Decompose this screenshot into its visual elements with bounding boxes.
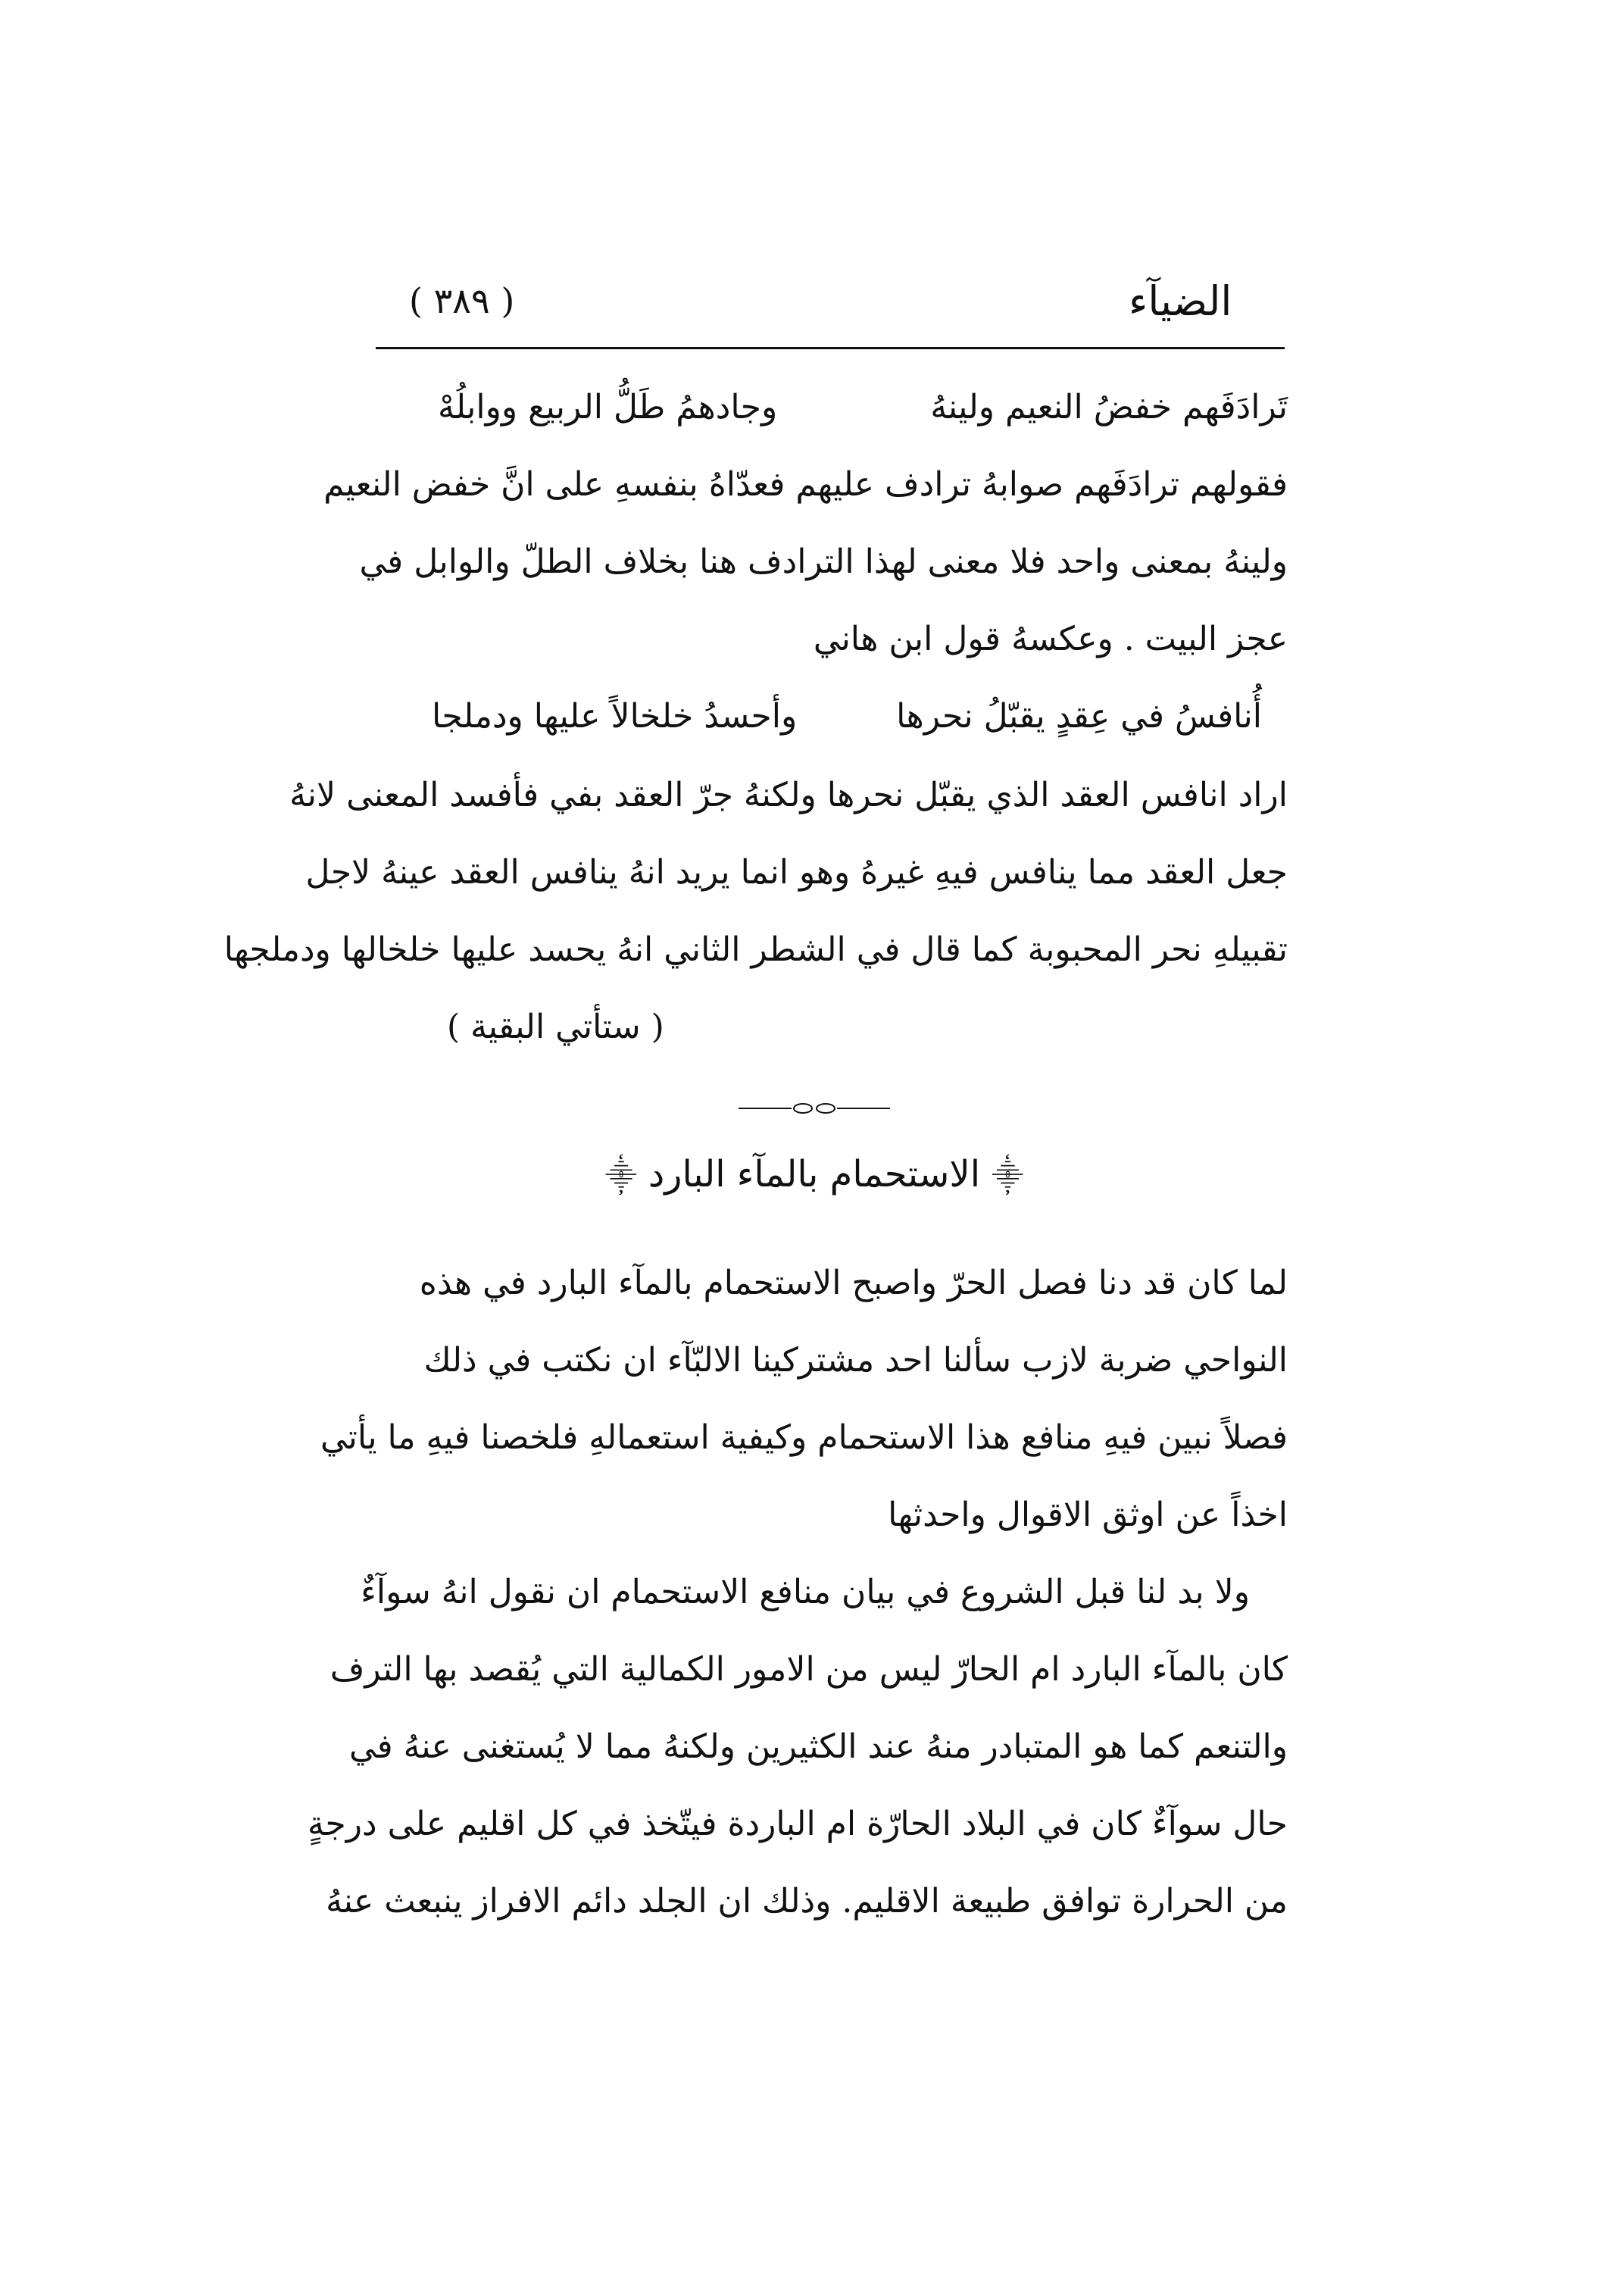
section-heading xyxy=(591,1153,1038,1206)
paragraph-1-line: عجز البيت . وعكسهُ قول ابن هاني xyxy=(813,620,1288,658)
paragraph-1-line: فقولهم ترادَفَهم صوابهُ ترادف عليهم فعدّاهُ بنفسهِ على انَّ خفض النعيم xyxy=(323,465,1288,504)
paragraph-4-line: حال سوآءٌ كان في البلاد الحارّة ام الباردة فيتّخذ في كل اقليم على درجةٍ xyxy=(307,1805,1288,1843)
continued-note: ( ستأتي البقية ) xyxy=(447,1008,664,1046)
page-header xyxy=(371,277,1288,333)
section-title: الاستحمام بالمآء البارد xyxy=(648,1153,981,1196)
verse-1-left-hemistich: وجادهمُ طَلُّ الربيع ووابلُهْ xyxy=(438,388,778,427)
flourish-divider-icon xyxy=(739,1097,890,1120)
verse-1-right-hemistich: تَرادَفَهم خفضُ النعيم ولينهُ xyxy=(930,388,1288,427)
paragraph-3-line: اخذاً عن اوثق الاقوال واحدثها xyxy=(888,1496,1288,1534)
paragraph-2-line: جعل العقد مما ينافس فيهِ غيرهُ وهو انما يريد انهُ ينافس العقد عينهُ لاجل xyxy=(305,853,1288,892)
paragraph-3-line: النواحي ضربة لازب سألنا احد مشتركينا الالبّآء ان نكتب في ذلك xyxy=(423,1341,1288,1380)
ornament-left-icon: ⸎ xyxy=(604,1159,637,1194)
paragraph-1-line: ولينهُ بمعنى واحد فلا معنى لهذا الترادف هنا بخلاف الطلّ والوابل في xyxy=(359,542,1288,581)
paragraph-4-line: من الحرارة توافق طبيعة الاقليم. وذلك ان الجلد دائم الافراز ينبعث عنهُ xyxy=(326,1882,1288,1921)
journal-title: الضيآء xyxy=(1129,277,1232,325)
paragraph-4-line: كان بالمآء البارد ام الحارّ ليس من الامور الكمالية التي يُقصد بها الترف xyxy=(329,1650,1288,1689)
paragraph-4-line: والتنعم كما هو المتبادر منهُ عند الكثيرين ولكنهُ مما لا يُستغنى عنهُ في xyxy=(348,1727,1288,1766)
page-number: ( ٣٨٩ ) xyxy=(409,280,515,321)
paragraph-3-line: فصلاً نبين فيهِ منافع هذا الاستحمام وكيفية استعمالهِ فلخصنا فيهِ ما يأتي xyxy=(320,1418,1288,1457)
paragraph-2-line: تقبيلهِ نحر المحبوبة كما قال في الشطر الثاني انهُ يحسد عليها خلخالها ودملجها xyxy=(223,930,1288,969)
paragraph-2-line: اراد انافس العقد الذي يقبّل نحرها ولكنهُ جرّ العقد بفي فأفسد المعنى لانهُ xyxy=(289,776,1288,814)
paragraph-4-line: ولا بد لنا قبل الشروع في بيان منافع الاستحمام ان نقول انهُ سوآءٌ xyxy=(361,1573,1250,1611)
verse-2-right-hemistich: أُنافسُ في عِقدٍ يقبّلُ نحرها xyxy=(896,697,1262,736)
verse-2-left-hemistich: وأحسدُ خلخالاً عليها ودملجا xyxy=(432,697,798,736)
paragraph-3-line: لما كان قد دنا فصل الحرّ واصبح الاستحمام بالمآء البارد في هذه xyxy=(419,1264,1288,1302)
ornament-right-icon: ⸎ xyxy=(992,1159,1024,1194)
header-rule xyxy=(376,347,1285,349)
